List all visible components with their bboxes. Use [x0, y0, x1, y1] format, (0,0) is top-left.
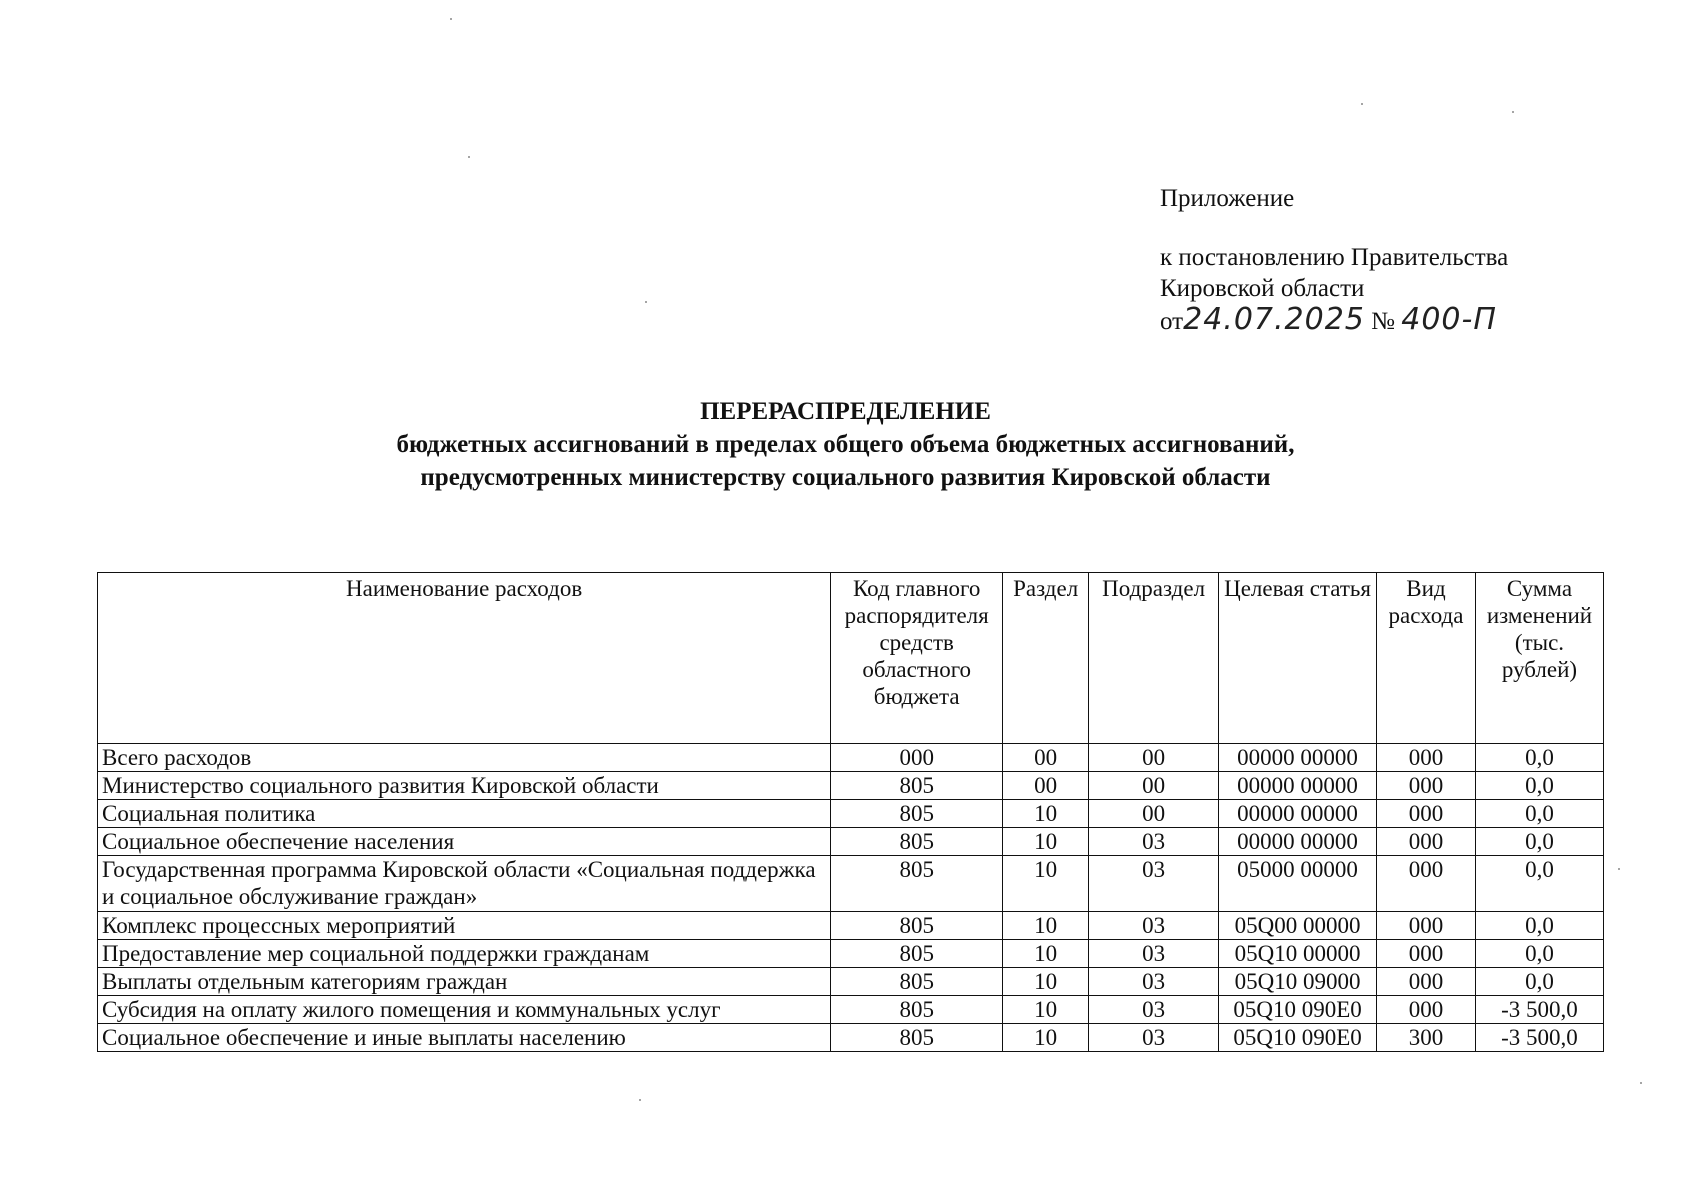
- date-prefix: от: [1160, 308, 1184, 335]
- cell-name: Социальное обеспечение населения: [98, 828, 831, 856]
- cell-amount: 0,0: [1475, 940, 1603, 968]
- cell-manager-code: 805: [831, 940, 1003, 968]
- header-subsection: Подраздел: [1089, 573, 1219, 744]
- cell-subsection: 03: [1089, 968, 1219, 996]
- cell-amount: 0,0: [1475, 828, 1603, 856]
- table-row: [98, 912, 1604, 940]
- cell-target-item: 05Q10 00000: [1219, 940, 1377, 968]
- cell-section: 10: [1003, 828, 1089, 856]
- cell-name: Государственная программа Кировской области «Социальная поддержка и социальное обслуживание граждан»: [98, 856, 831, 912]
- scan-speck: [450, 18, 452, 20]
- cell-section: 10: [1003, 940, 1089, 968]
- cell-expense-type: 300: [1377, 1024, 1476, 1052]
- table-header-row: [98, 573, 1604, 744]
- handwritten-date: 24.07.2025: [1183, 302, 1365, 337]
- cell-subsection: 03: [1089, 940, 1219, 968]
- cell-expense-type: 000: [1377, 856, 1476, 912]
- cell-manager-code: 805: [831, 772, 1003, 800]
- cell-amount: 0,0: [1475, 968, 1603, 996]
- cell-name: Предоставление мер социальной поддержки гражданам: [98, 940, 831, 968]
- scan-speck: [645, 301, 647, 303]
- heading-line-2: предусмотренных министерству социального развития Кировской области: [420, 464, 1271, 491]
- cell-expense-type: 000: [1377, 772, 1476, 800]
- cell-manager-code: 805: [831, 800, 1003, 828]
- cell-target-item: 05Q10 090E0: [1219, 1024, 1377, 1052]
- cell-subsection: 03: [1089, 828, 1219, 856]
- cell-target-item: 00000 00000: [1219, 828, 1377, 856]
- cell-expense-type: 000: [1377, 912, 1476, 940]
- cell-section: 10: [1003, 800, 1089, 828]
- scan-speck: [1618, 868, 1620, 870]
- cell-target-item: 05000 00000: [1219, 856, 1377, 912]
- cell-manager-code: 805: [831, 856, 1003, 912]
- cell-manager-code: 000: [831, 744, 1003, 772]
- scan-speck: [468, 156, 470, 158]
- heading-line-1: бюджетных ассигнований в пределах общего объема бюджетных ассигнований,: [396, 431, 1295, 458]
- cell-expense-type: 000: [1377, 996, 1476, 1024]
- cell-manager-code: 805: [831, 996, 1003, 1024]
- cell-expense-type: 000: [1377, 744, 1476, 772]
- cell-section: 00: [1003, 744, 1089, 772]
- table-row: [98, 800, 1604, 828]
- table-row: [98, 968, 1604, 996]
- cell-amount: -3 500,0: [1475, 1024, 1603, 1052]
- cell-section: 10: [1003, 996, 1089, 1024]
- cell-subsection: 03: [1089, 996, 1219, 1024]
- appendix-date-line: [1160, 304, 1508, 337]
- cell-target-item: 05Q10 090E0: [1219, 996, 1377, 1024]
- cell-target-item: 00000 00000: [1219, 772, 1377, 800]
- cell-subsection: 03: [1089, 856, 1219, 912]
- header-section: Раздел: [1003, 573, 1089, 744]
- table-row: [98, 828, 1604, 856]
- cell-section: 10: [1003, 912, 1089, 940]
- cell-expense-type: 000: [1377, 940, 1476, 968]
- cell-target-item: 00000 00000: [1219, 744, 1377, 772]
- header-target-item: Целевая статья: [1219, 573, 1377, 744]
- appendix-line-1: к постановлению Правительства: [1160, 244, 1509, 271]
- cell-target-item: 00000 00000: [1219, 800, 1377, 828]
- table-row: [98, 744, 1604, 772]
- appendix-block: [1160, 183, 1508, 337]
- cell-name: Социальное обеспечение и иные выплаты населению: [98, 1024, 831, 1052]
- cell-subsection: 03: [1089, 1024, 1219, 1052]
- cell-manager-code: 805: [831, 968, 1003, 996]
- table-row: [98, 772, 1604, 800]
- heading-title: ПЕРЕРАСПРЕДЕЛЕНИЕ: [700, 398, 991, 425]
- cell-name: Выплаты отдельным категориям граждан: [98, 968, 831, 996]
- table-row: [98, 856, 1604, 912]
- table-row: [98, 996, 1604, 1024]
- scan-speck: [1361, 103, 1363, 105]
- cell-subsection: 03: [1089, 912, 1219, 940]
- cell-amount: 0,0: [1475, 772, 1603, 800]
- cell-target-item: 05Q10 09000: [1219, 968, 1377, 996]
- cell-expense-type: 000: [1377, 800, 1476, 828]
- cell-amount: 0,0: [1475, 800, 1603, 828]
- header-change-amount: Сумма изменений (тыс. рублей): [1475, 573, 1603, 744]
- cell-section: 10: [1003, 1024, 1089, 1052]
- header-expense-type: Вид расхода: [1377, 573, 1476, 744]
- cell-expense-type: 000: [1377, 828, 1476, 856]
- scan-speck: [1640, 1082, 1642, 1084]
- cell-name: Социальная политика: [98, 800, 831, 828]
- cell-section: 00: [1003, 772, 1089, 800]
- cell-subsection: 00: [1089, 744, 1219, 772]
- cell-name: Комплекс процессных мероприятий: [98, 912, 831, 940]
- cell-target-item: 05Q00 00000: [1219, 912, 1377, 940]
- cell-section: 10: [1003, 856, 1089, 912]
- number-sign: №: [1371, 308, 1395, 335]
- cell-name: Министерство социального развития Кировской области: [98, 772, 831, 800]
- cell-manager-code: 805: [831, 912, 1003, 940]
- cell-section: 10: [1003, 968, 1089, 996]
- header-expense-name: Наименование расходов: [98, 573, 831, 744]
- header-manager-code: Код главного распорядителя средств областного бюджета: [831, 573, 1003, 744]
- table-row: [98, 940, 1604, 968]
- cell-amount: 0,0: [1475, 744, 1603, 772]
- cell-subsection: 00: [1089, 772, 1219, 800]
- appendix-line-2: Кировской области: [1160, 275, 1365, 302]
- cell-amount: 0,0: [1475, 856, 1603, 912]
- appendix-title: Приложение: [1160, 185, 1295, 212]
- cell-expense-type: 000: [1377, 968, 1476, 996]
- budget-table: [97, 572, 1604, 1052]
- scan-speck: [639, 1099, 641, 1101]
- scan-speck: [1512, 111, 1514, 113]
- cell-name: Всего расходов: [98, 744, 831, 772]
- cell-manager-code: 805: [831, 828, 1003, 856]
- table-row: [98, 1024, 1604, 1052]
- document-heading: [0, 395, 1691, 494]
- cell-amount: -3 500,0: [1475, 996, 1603, 1024]
- cell-manager-code: 805: [831, 1024, 1003, 1052]
- cell-subsection: 00: [1089, 800, 1219, 828]
- cell-name: Субсидия на оплату жилого помещения и коммунальных услуг: [98, 996, 831, 1024]
- handwritten-number: 400-П: [1401, 302, 1497, 337]
- cell-amount: 0,0: [1475, 912, 1603, 940]
